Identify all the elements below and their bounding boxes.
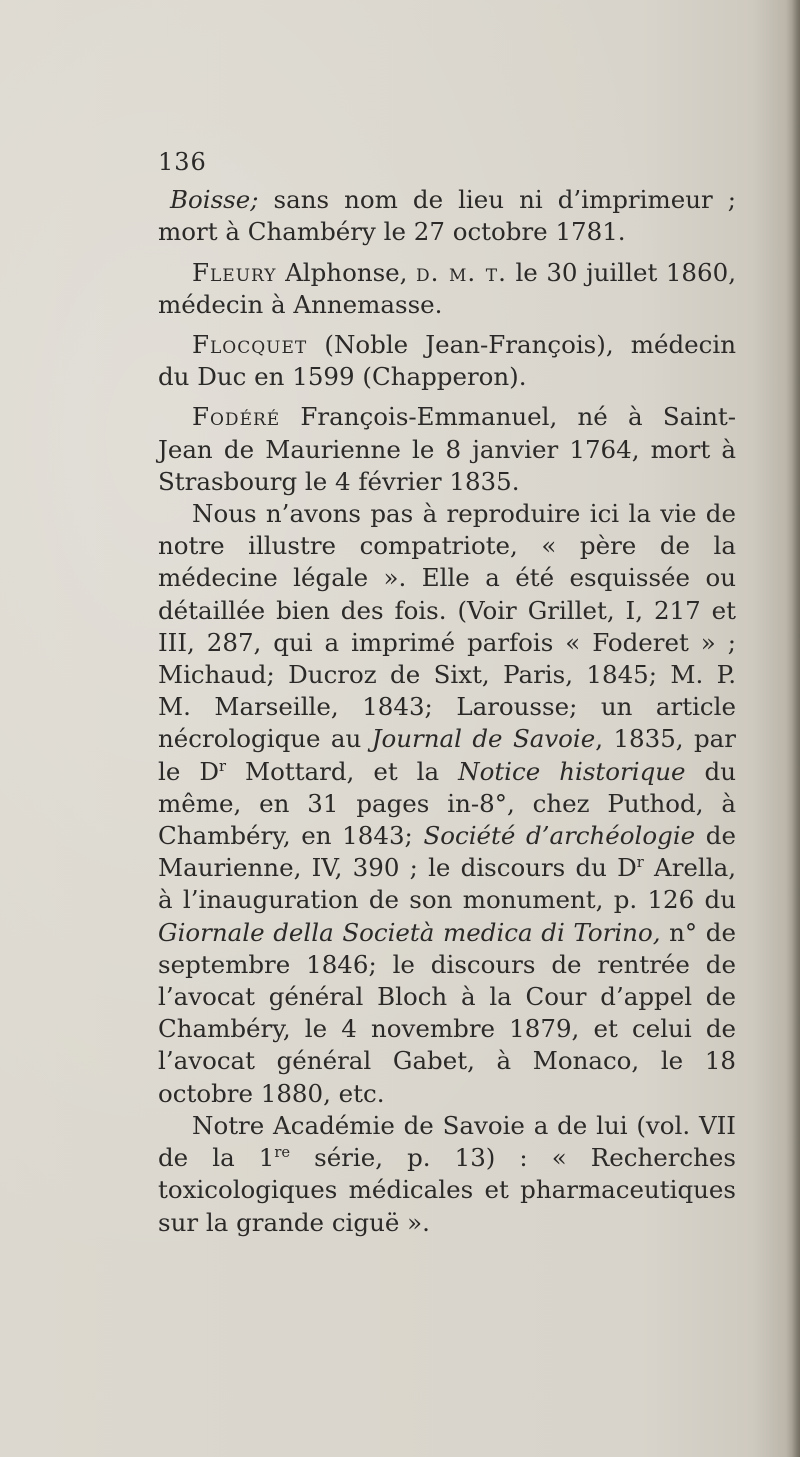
entry-flocquet: Flocquet (Noble Jean-François), médecin du Duc en 1599 (Chapperon).: [158, 330, 736, 392]
page-edge-shadow: [786, 0, 800, 1457]
fodere-biography: Nous n’avons pas à reproduire ici la vie de notre illustre compatriote, « père de la médecine légale ». Elle a été esquissée ou détaillée bien des fois. (Voir Grillet, I, 217 et III, 287, qui a imprimé parfois « Foderet » ; Michaud; Ducroz de Sixt, Paris, 1845; M. P. M. Marseille, 1843; Larousse; un article nécrologique au Journal de Savoie, 1835, par le $D^r$ Mottard, et la Notice historique du même, en 31 pages in-8°, chez Puthod, à Chambéry, en 1843; Société d’archéologie de Maurienne, IV, 390 ; le discours du $D^r$ Arella, à l’inauguration de son monument, p. 126 du Giornale della Società medica di Torino, n° de septembre 1846; le discours de rentrée de l’avocat général Bloch à la Cour d’appel de Chambéry, le 4 novembre 1879, et celui de l’avocat général Gabet, à Monaco, le 18 octobre 1880, etc.: [158, 499, 736, 1108]
entry-boisse-continued: Boisse; sans nom de lieu ni d’imprimeur ; mort à Chambéry le 27 octobre 1781.: [158, 185, 736, 247]
entry-name: Flocquet: [192, 330, 308, 360]
entry-fleury: Fleury Alphonse, d. m. t. le 30 juillet 1860, médecin à Annemasse.: [158, 257, 736, 319]
entry-name: Fodéré: [192, 402, 281, 432]
entry-name: Fleury: [192, 257, 277, 287]
entry-fodere: Fodéré François-Emmanuel, né à Saint-Jean de Maurienne le 8 janvier 1764, mort à Strasbourg le 4 février 1835.: [158, 402, 736, 496]
page-text: [158, 146, 736, 1239]
academie-paragraph: Notre Académie de Savoie a de lui (vol. VII de la 1re série, p. 13) : « Recherches toxicologiques médicales et pharmaceutiques sur la grande ciguë ».: [158, 1110, 737, 1237]
page-number: 136: [158, 148, 207, 176]
title-abbreviation: d. m. t.: [416, 257, 507, 287]
italic-name: Boisse;: [170, 185, 259, 215]
